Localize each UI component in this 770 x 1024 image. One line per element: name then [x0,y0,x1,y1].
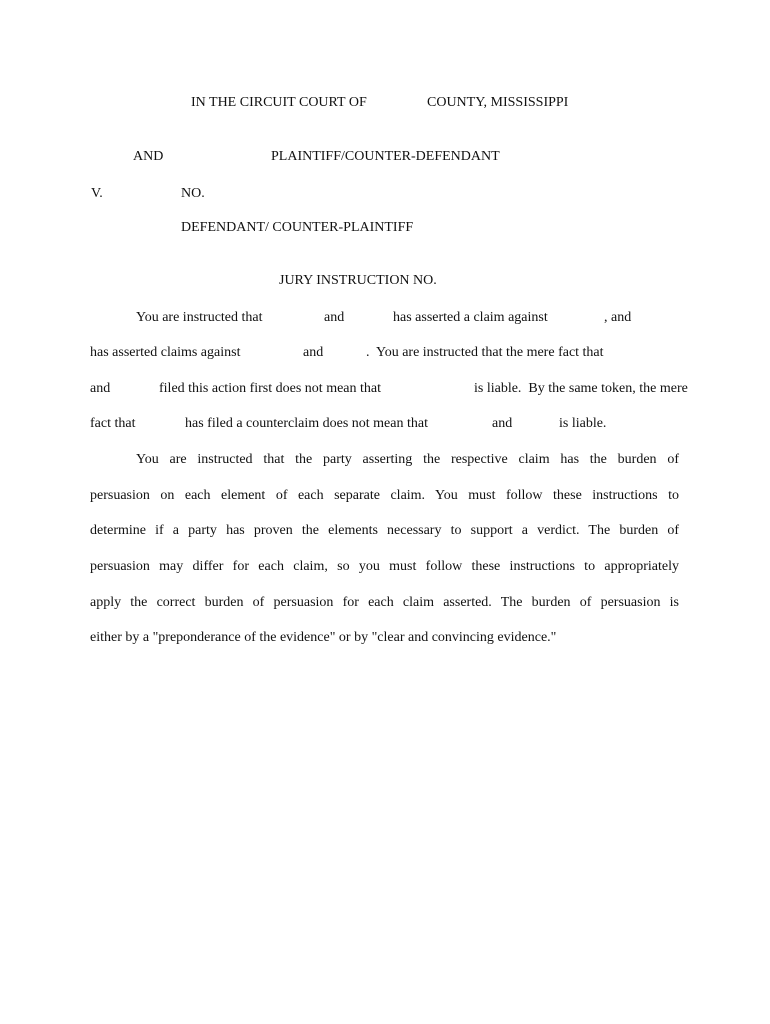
caption-plaintiff-label: PLAINTIFF/COUNTER-DEFENDANT [271,149,500,164]
para1-line4-segment-1: fact that [90,416,136,431]
para1-line1-segment-3: has asserted a claim against [393,310,548,325]
para1-line2-segment-2: and [303,345,324,360]
court-heading-suffix: COUNTY, MISSISSIPPI [427,95,569,110]
para2-line-6: either by a "preponderance of the evidence" or by "clear and convincing evidence." [90,630,557,645]
para1-line4-segment-3: and [492,416,513,431]
para1-line3-segment-3: is liable. By the same token, the mere [474,381,688,396]
para2-line-5: apply the correct burden of persuasion for each claim asserted. The burden of persuasion is [90,595,679,610]
para1-line4-segment-4: is liable. [559,416,607,431]
caption-defendant-label: DEFENDANT/ COUNTER-PLAINTIFF [181,220,414,235]
para2-line-1: You are instructed that the party asserting the respective claim has the burden of [136,452,679,467]
para1-line1-segment-2: and [324,310,345,325]
para2-line-2: persuasion on each element of each separate claim. You must follow these instructions to [90,488,679,503]
caption-and-label: AND [133,149,164,164]
para1-line2-segment-1: has asserted claims against [90,345,241,360]
jury-instruction-title: JURY INSTRUCTION NO. [279,273,437,288]
para1-line2-segment-3: . You are instructed that the mere fact that [366,345,604,360]
para1-line1-segment-4: , and [604,310,632,325]
para1-line1-segment-1: You are instructed that [136,310,263,325]
para1-line4-segment-2: has filed a counterclaim does not mean that [185,416,428,431]
para2-line-4: persuasion may differ for each claim, so you must follow these instructions to appropriately [90,559,679,574]
caption-case-number-label: NO. [181,186,205,201]
caption-versus-label: V. [91,186,103,201]
court-heading-prefix: IN THE CIRCUIT COURT OF [191,95,367,110]
para1-line3-segment-2: filed this action first does not mean that [159,381,382,396]
para1-line3-segment-1: and [90,381,111,396]
para2-line-3: determine if a party has proven the elements necessary to support a verdict. The burden of [90,523,679,538]
